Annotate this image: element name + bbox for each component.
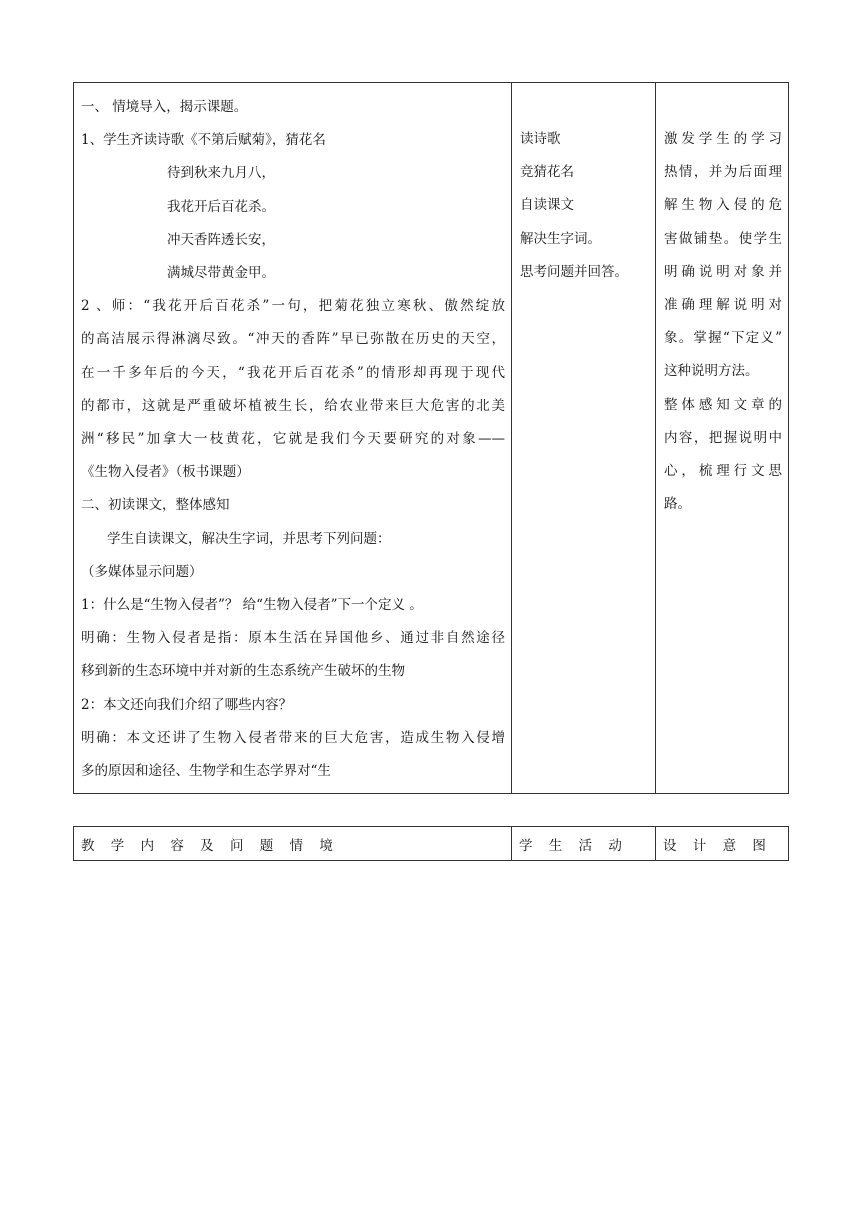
content-line: 明确：生物入侵者是指：原本生活在异国他乡、通过非自然途径 bbox=[81, 630, 505, 647]
header-activities-label: 学 生 活 动 bbox=[519, 837, 628, 854]
activities-list bbox=[512, 83, 655, 289]
intent-line: 害做铺垫。使学生 bbox=[664, 230, 782, 247]
section-heading: 一、 情境导入，揭示课题。 bbox=[81, 99, 248, 115]
section-heading: 二、初读课文，整体感知 bbox=[81, 497, 230, 514]
intent-line: 激发学生的学习 bbox=[664, 131, 782, 147]
content-text bbox=[74, 83, 511, 788]
content-line: 2：本文还向我们介绍了哪些内容？ bbox=[81, 696, 293, 713]
header-content-cell bbox=[74, 827, 512, 861]
poem-line: 冲天香阵透长安， bbox=[167, 231, 275, 248]
content-line: 的高洁展示得淋漓尽致。“冲天的香阵”早已弥散在历史的天空， bbox=[81, 331, 505, 348]
activity-item: 思考问题并回答。 bbox=[520, 263, 628, 280]
header-content-label: 教 学 内 容 及 问 题 情 境 bbox=[81, 837, 339, 854]
table-row bbox=[74, 83, 789, 794]
content-line: 多的原因和途径、生物学和生态学界对“生 bbox=[81, 763, 331, 780]
intent-line: 路。 bbox=[664, 496, 691, 513]
poem-line: 待到秋来九月八， bbox=[167, 165, 275, 182]
content-line: 《生物入侵者》（板书课题） bbox=[81, 464, 250, 481]
lesson-plan-header-table bbox=[73, 826, 789, 861]
intent-line: 热情，并为后面理 bbox=[664, 164, 782, 181]
content-line: （多媒体显示问题） bbox=[81, 563, 203, 580]
intent-line: 心，梳理行文思 bbox=[664, 463, 782, 480]
lesson-plan-table bbox=[73, 82, 789, 794]
design-intent-cell bbox=[656, 83, 789, 794]
content-line: 明确：本文还讲了生物入侵者带来的巨大危害，造成生物入侵增 bbox=[81, 729, 505, 746]
header-row bbox=[74, 827, 789, 861]
intent-line: 整体感知文章的 bbox=[664, 396, 782, 413]
activity-item: 自读课文 bbox=[520, 197, 574, 214]
content-line: 洲“移民”加拿大一枝黄花，它就是我们今天要研究的对象—— bbox=[81, 431, 505, 448]
intent-line: 明确说明对象并 bbox=[664, 263, 782, 280]
header-activities-cell bbox=[512, 827, 656, 861]
activity-item: 读诗歌 bbox=[520, 131, 561, 147]
header-intent-cell bbox=[656, 827, 789, 861]
intent-line: 准确理解说明对 bbox=[664, 297, 782, 314]
intent-line: 解生物入侵的危 bbox=[664, 197, 782, 214]
content-line: 学生自读课文，解决生字词，并思考下列问题： bbox=[107, 530, 391, 547]
content-line: 在一千多年后的今天，“我花开后百花杀”的情形却再现于现代 bbox=[81, 364, 505, 381]
poem-line: 满城尽带黄金甲。 bbox=[167, 265, 275, 282]
header-intent-label: 设 计 意 图 bbox=[663, 837, 772, 854]
activities-cell bbox=[512, 83, 656, 794]
content-line: 2 、师：“我花开后百花杀”一句，把菊花独立寒秋、傲然绽放 bbox=[81, 298, 505, 315]
intent-line: 象。掌握“下定义” bbox=[664, 330, 782, 347]
activity-item: 竞猜花名 bbox=[520, 164, 574, 181]
activity-item: 解决生字词。 bbox=[520, 230, 601, 247]
content-line: 移到新的生态环境中并对新的生态系统产生破坏的生物 bbox=[81, 663, 405, 680]
intent-line: 内容，把握说明中 bbox=[664, 429, 782, 446]
intent-line: 这种说明方法。 bbox=[664, 363, 759, 380]
poem-line: 我花开后百花杀。 bbox=[167, 198, 275, 215]
content-line: 的都市，这就是严重破坏植被生长，给农业带来巨大危害的北美 bbox=[81, 397, 505, 414]
content-line: 1、学生齐读诗歌《不第后赋菊》，猜花名 bbox=[81, 132, 326, 149]
content-line: 1：什么是“生物入侵者”？ 给“生物入侵者”下一个定义 。 bbox=[81, 597, 423, 614]
design-intent-text bbox=[656, 83, 788, 521]
content-cell bbox=[74, 83, 512, 794]
